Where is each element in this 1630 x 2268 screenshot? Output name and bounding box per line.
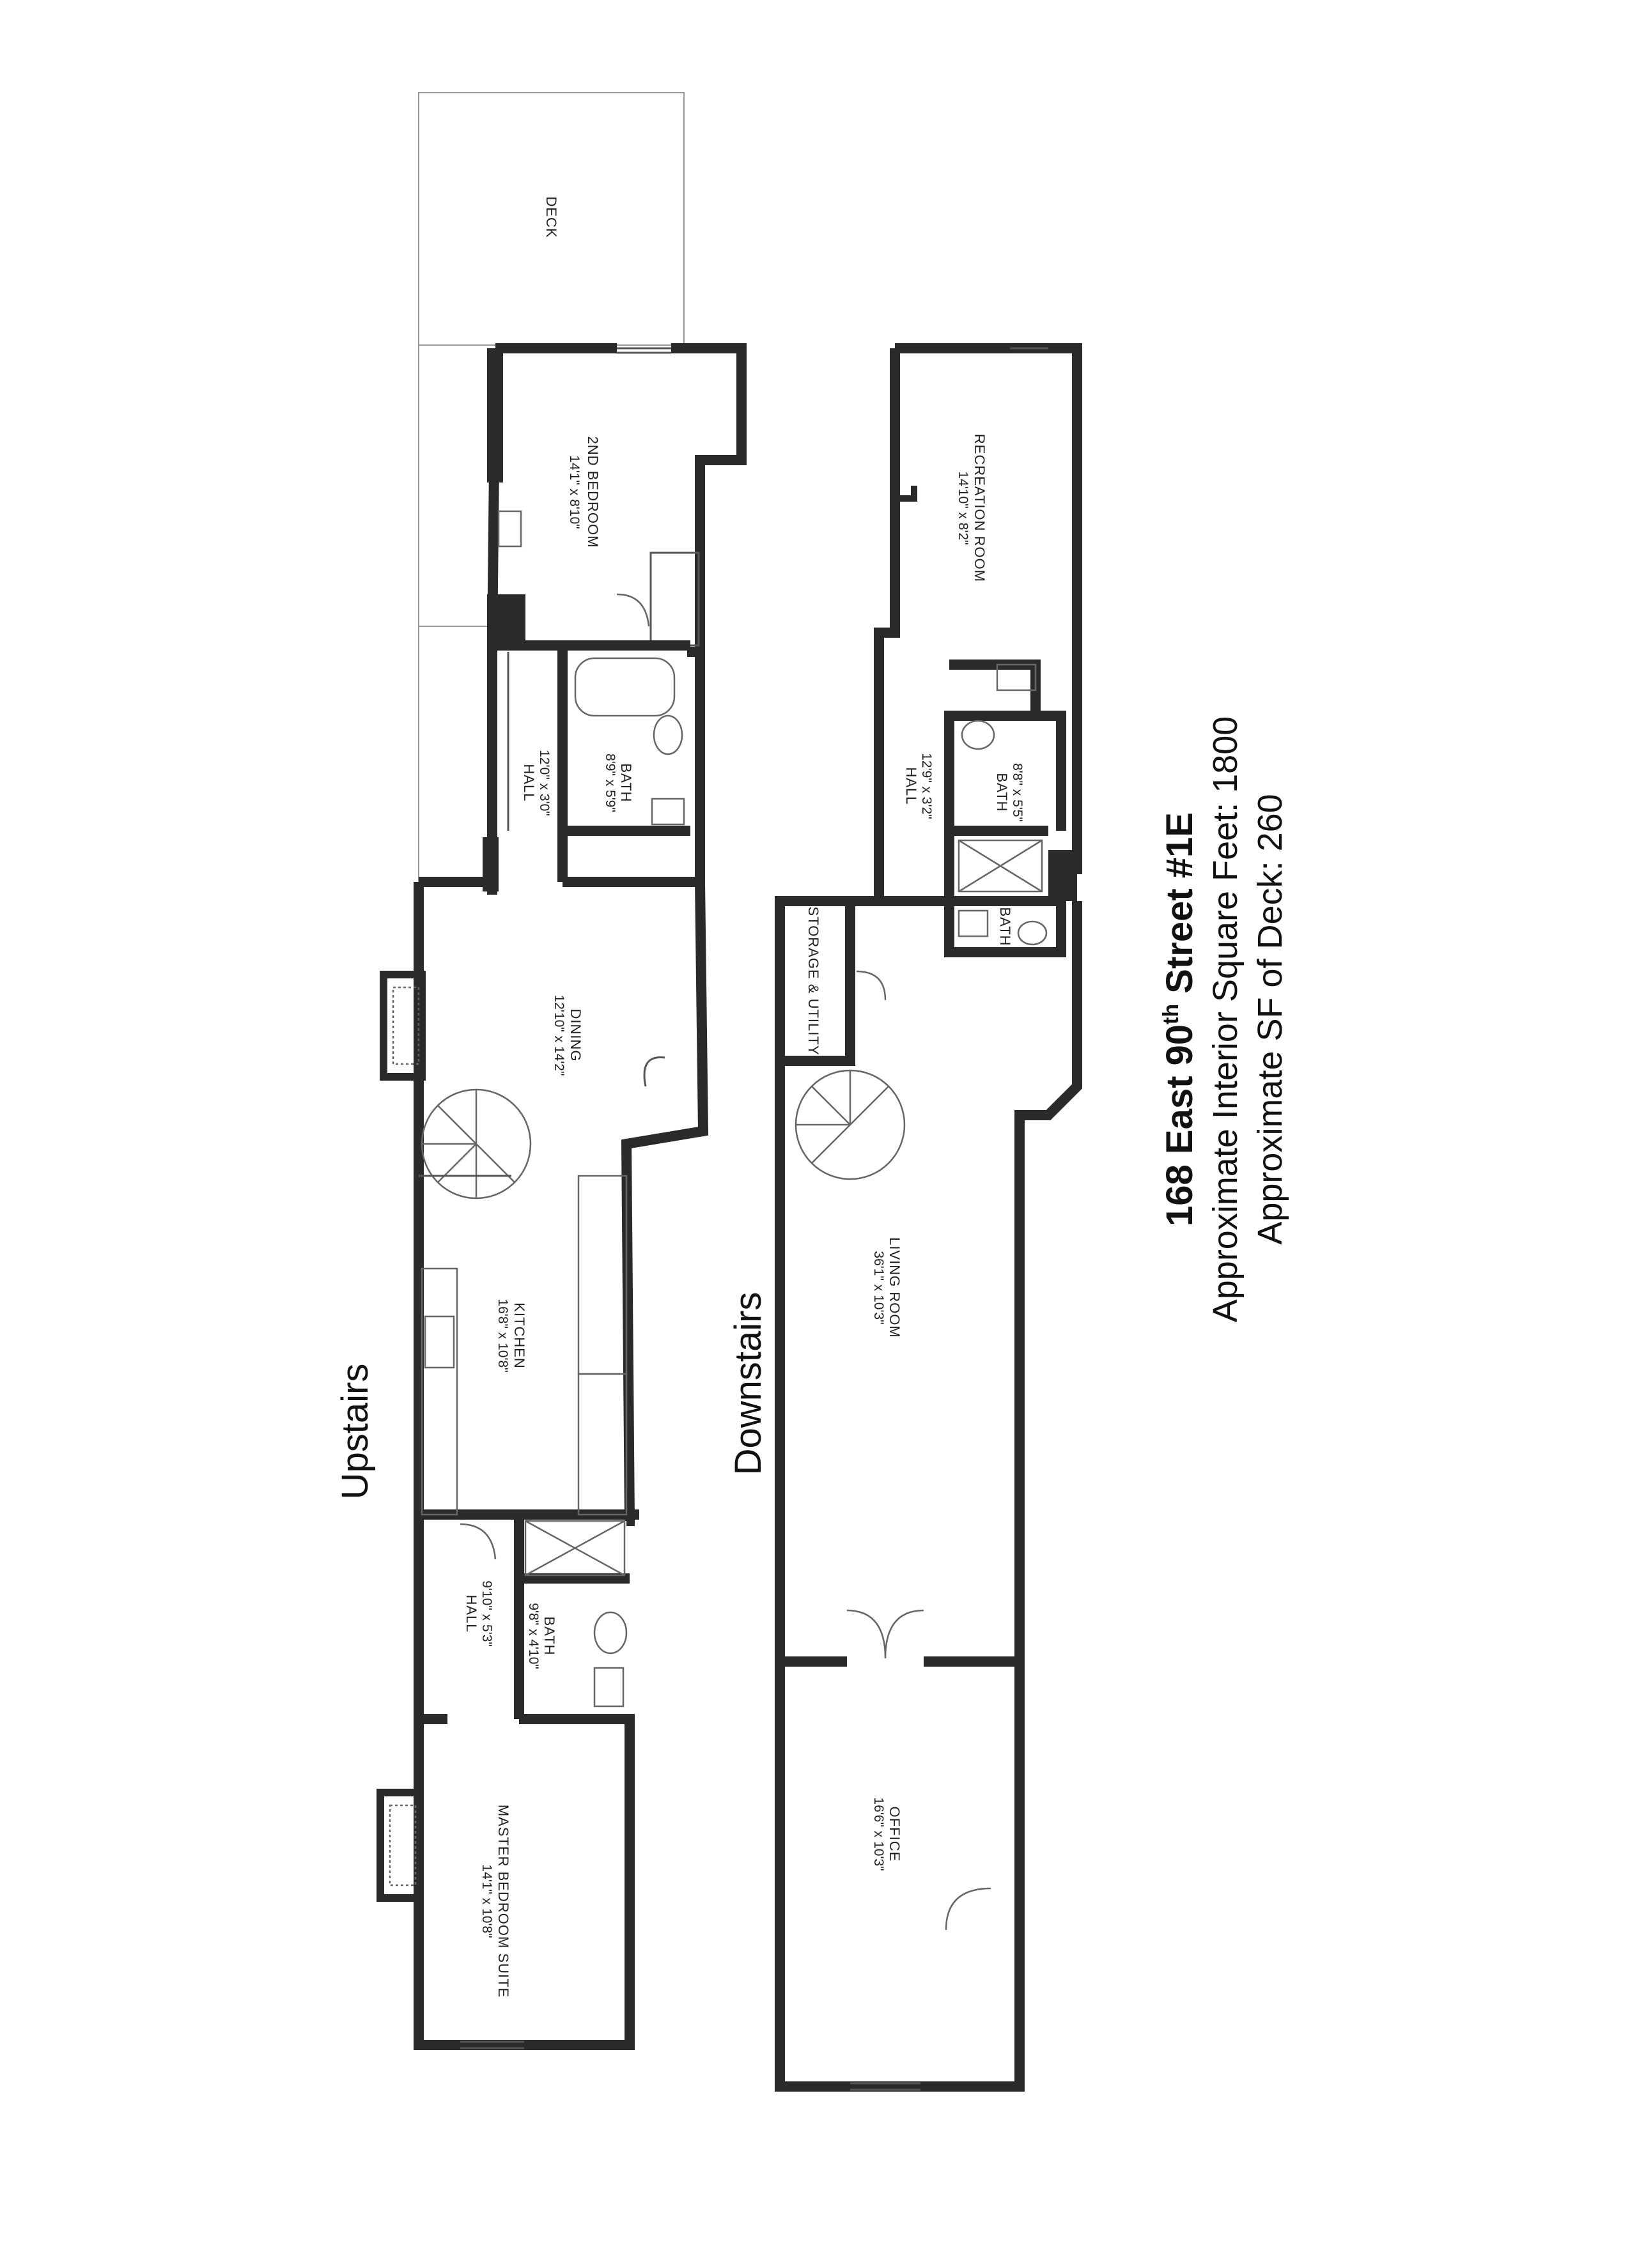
label-second-bedroom: 2ND BEDROOM — [585, 436, 601, 548]
dims-kitchen: 16'8" x 10'8" — [495, 1299, 510, 1373]
label-kitchen: KITCHEN — [511, 1302, 527, 1369]
interior-square-feet: Approximate Interior Square Feet: 1800 — [1206, 716, 1245, 1323]
dims-hall-upstairs-1: 12'0" x 3'0" — [537, 750, 552, 816]
dims-master-bedroom: 14'1" x 10'8" — [479, 1864, 494, 1938]
label-deck: DECK — [543, 196, 559, 238]
label-dining: DINING — [568, 1008, 584, 1062]
section-upstairs: Upstairs — [334, 1363, 376, 1500]
label-hall-upstairs-1: HALL — [521, 764, 537, 802]
dims-hall-downstairs: 12'9" x 3'2" — [919, 753, 934, 819]
dims-dining: 12'10" x 14'2" — [552, 994, 566, 1076]
label-hall-upstairs-2: HALL — [463, 1594, 479, 1633]
label-living-room: LIVING ROOM — [887, 1237, 903, 1338]
label-bath-downstairs-1: BATH — [994, 773, 1010, 812]
label-bath-upstairs-1: BATH — [618, 763, 634, 803]
property-summary — [1159, 716, 1289, 1323]
dims-bath-upstairs-1: 8'9" x 5'9" — [603, 753, 617, 812]
label-hall-downstairs: HALL — [903, 767, 919, 805]
property-address: 168 East 90th Street #1E — [1159, 812, 1200, 1226]
label-master-bedroom: MASTER BEDROOM SUITE — [495, 1804, 511, 1998]
dims-bath-upstairs-2: 9'8" x 4'10" — [526, 1603, 541, 1669]
dims-second-bedroom: 14'1" x 8'10" — [567, 455, 582, 529]
label-bath-upstairs-2: BATH — [541, 1616, 557, 1656]
label-office: OFFICE — [887, 1806, 903, 1862]
downstairs-walls — [780, 348, 1077, 2087]
second-bedroom-walls — [492, 348, 741, 652]
dims-bath-downstairs-1: 8'8" x 5'5" — [1010, 763, 1025, 822]
downstairs-plan — [780, 348, 1077, 2090]
spiral-stair-upstairs — [422, 1090, 531, 1198]
dims-living-room: 36'1" x 10'3" — [871, 1251, 886, 1325]
label-storage-utility: STORAGE & UTILITY — [805, 906, 821, 1056]
label-recreation-room: RECREATION ROOM — [972, 433, 988, 583]
deck-square-feet: Approximate SF of Deck: 260 — [1251, 794, 1289, 1245]
dims-office: 16'6" x 10'3" — [871, 1797, 886, 1871]
label-bath-downstairs-2: BATH — [997, 907, 1013, 946]
dims-hall-upstairs-2: 9'10" x 5'3" — [479, 1580, 494, 1647]
downstairs-room-labels — [805, 434, 1025, 1871]
section-downstairs: Downstairs — [727, 1292, 769, 1476]
spiral-stair-downstairs — [796, 1070, 904, 1179]
dims-recreation-room: 14'10" x 8'2" — [956, 471, 970, 545]
